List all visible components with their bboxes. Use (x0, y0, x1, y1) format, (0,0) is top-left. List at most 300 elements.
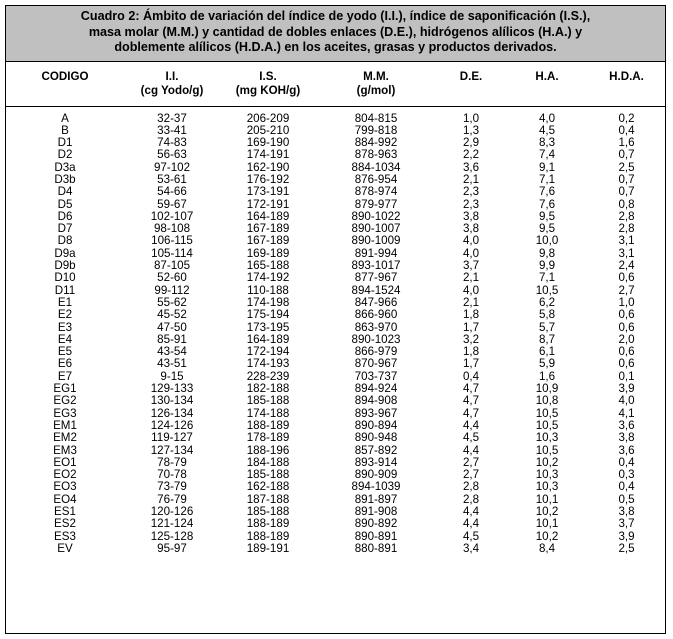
table-row (6, 272, 665, 284)
caption-line: doblemente alílicos (H.D.A.) en los aceites, grasas y productos derivados. (114, 40, 557, 54)
table-cell: 0,4 (618, 455, 635, 469)
table-cell: 857-892 (354, 443, 398, 457)
table-cell: 130-134 (150, 394, 194, 408)
table-cell: 3,8 (462, 222, 480, 236)
table-cell: 3,2 (462, 332, 480, 346)
table-cell: EO2 (53, 468, 77, 482)
table-cell: ES1 (54, 505, 76, 518)
table-cell: 703-737 (354, 369, 398, 383)
table-cell: 4,5 (462, 431, 480, 445)
table-cell: 0,4 (618, 480, 635, 494)
table-cell: 1,8 (462, 308, 480, 322)
table-cell: 9,8 (538, 246, 556, 260)
table-cell: E3 (57, 320, 73, 334)
table-cell: 878-974 (354, 185, 398, 199)
table-cell: 2,3 (462, 197, 480, 211)
table-cell: 47-50 (157, 320, 187, 334)
table-cell: 0,8 (618, 197, 635, 211)
table-cell: 87-105 (153, 259, 191, 273)
table-cell: EM1 (53, 418, 77, 432)
table-cell: 7,6 (538, 197, 556, 211)
table-row (6, 420, 665, 432)
table-cell: 10,1 (535, 492, 559, 506)
table-cell: 172-194 (246, 345, 290, 359)
table-cell: 878-963 (354, 148, 398, 162)
table-cell: 110-188 (247, 283, 289, 297)
table-cell: D11 (54, 283, 76, 297)
table-cell: 2,9 (462, 136, 480, 150)
table-cell: 3,6 (462, 160, 480, 174)
table-row (6, 346, 665, 358)
table-cell: 85-91 (157, 332, 187, 346)
table-cell: 891-994 (354, 246, 398, 260)
table-cell: 7,1 (538, 172, 556, 186)
table-cell: 0,1 (618, 369, 635, 383)
table-cell: EO4 (53, 492, 77, 506)
table-cell: D1 (57, 136, 73, 150)
table-cell: 8,4 (538, 541, 556, 555)
table-cell: 0,6 (618, 345, 635, 359)
table-cell: 1,8 (462, 345, 480, 359)
table-cell: 33-41 (157, 123, 187, 137)
table-cell: 2,0 (618, 332, 635, 346)
table-cell: 3,6 (618, 418, 635, 432)
table-cell: 1,7 (462, 357, 480, 371)
table-cell: 799-818 (354, 123, 398, 137)
table-cell: 0,5 (618, 492, 635, 506)
table-row (6, 494, 665, 506)
table-cell: 2,8 (462, 492, 480, 506)
table-cell: 4,7 (462, 406, 480, 420)
table-cell: 43-54 (157, 345, 187, 359)
table-row (6, 162, 665, 174)
table-cell: 10,5 (535, 283, 559, 297)
table-cell: 43-51 (157, 357, 187, 371)
table-cell: 3,6 (618, 443, 635, 457)
table-cell: 3,7 (618, 517, 635, 531)
table-cell: 4,1 (618, 406, 635, 420)
table-cell: 9,9 (538, 259, 556, 273)
table-cell: 2,7 (462, 468, 480, 482)
table-cell: 890-909 (354, 468, 398, 482)
data-table (6, 62, 665, 555)
table-cell: 124-126 (150, 418, 194, 432)
table-cell: 162-188 (246, 480, 290, 494)
table-cell: D8 (57, 234, 73, 248)
table-cell: 185-188 (246, 468, 290, 482)
table-cell: EG2 (53, 394, 77, 408)
table-cell: 10,2 (535, 505, 559, 518)
table-cell: 178-189 (246, 431, 290, 445)
table-cell: 0,4 (618, 123, 635, 137)
table-row (6, 445, 665, 457)
table-cell: 3,8 (618, 505, 635, 518)
table-cell: 165-188 (246, 259, 290, 273)
table-cell: 893-967 (354, 406, 398, 420)
table-row (6, 125, 665, 137)
table-cell: 74-83 (157, 136, 187, 150)
table-row (6, 531, 665, 543)
table-cell: D6 (57, 209, 73, 223)
table-cell: 880-891 (354, 541, 398, 555)
table-row (6, 199, 665, 211)
table-cell: 894-924 (354, 382, 398, 396)
table-cell: 56-63 (157, 148, 187, 162)
table-cell: 894-1039 (351, 480, 401, 494)
table-cell: EV (57, 541, 73, 555)
table-cell: 105-114 (151, 246, 193, 260)
table-cell: 188-189 (246, 517, 290, 531)
table-cell: 7,6 (538, 185, 556, 199)
table-cell: EM2 (53, 431, 77, 445)
table-cell: 0,3 (618, 468, 635, 482)
table-cell: 2,4 (618, 259, 635, 273)
table-cell: 2,1 (462, 172, 480, 186)
table-cell: 890-1009 (351, 234, 401, 248)
table-cell: A (61, 111, 69, 125)
table-cell: 893-914 (354, 455, 398, 469)
table-cell: E1 (57, 295, 73, 309)
table-cell: 120-126 (150, 505, 194, 518)
table-cell: 3,1 (618, 246, 635, 260)
table-row (6, 358, 665, 370)
table-cell: E2 (57, 308, 73, 322)
table-cell: 4,0 (462, 283, 480, 297)
table-cell: 188-189 (246, 529, 290, 543)
table-cell: 1,7 (462, 320, 480, 334)
table-cell: D7 (57, 222, 73, 236)
table-cell: 182-188 (246, 382, 290, 396)
table-cell: 10,3 (535, 431, 559, 445)
table-cell: 73-79 (157, 480, 187, 494)
table-cell: 0,6 (618, 357, 635, 371)
table-cell: 228-239 (246, 369, 290, 383)
table-cell: 176-192 (246, 172, 290, 186)
table-cell: 0,2 (618, 111, 635, 125)
table-row (6, 248, 665, 260)
table-cell: 164-189 (246, 332, 290, 346)
table-cell: 890-1022 (351, 209, 401, 223)
table-row (6, 174, 665, 186)
table-cell: 4,0 (462, 246, 480, 260)
table-cell: 119-127 (151, 431, 193, 445)
table-cell: 185-188 (246, 505, 290, 518)
table-cell: 7,1 (538, 271, 556, 285)
caption-line: Cuadro 2: Ámbito de variación del índice de yodo (I.I.), índice de saponificación (I.S.), (80, 9, 591, 23)
table-cell: 169-189 (246, 246, 290, 260)
table-cell: 894-908 (354, 394, 398, 408)
table-cell: 187-188 (246, 492, 290, 506)
table-cell: 10,2 (535, 455, 559, 469)
table-cell: 174-193 (246, 357, 290, 371)
table-cell: EM3 (53, 443, 77, 457)
table-cell: 890-1007 (351, 222, 401, 236)
table-cell: 876-954 (354, 172, 398, 186)
table-cell: 3,8 (462, 209, 480, 223)
table-cell: 184-188 (246, 455, 290, 469)
table-cell: 173-191 (246, 185, 290, 199)
table-cell: 206-209 (246, 111, 290, 125)
table-row (6, 322, 665, 334)
table-row (6, 309, 665, 321)
table-cell: 173-195 (246, 320, 290, 334)
table-cell: 10,5 (535, 418, 559, 432)
table-cell: 10,2 (535, 529, 559, 543)
table-cell: ES2 (54, 517, 76, 531)
column-header-ii: I.I. (cg Yodo/g) (140, 70, 204, 97)
table-cell: 9-15 (160, 369, 184, 383)
table-cell: 0,6 (618, 308, 635, 322)
table-cell: 76-79 (157, 492, 187, 506)
table-cell: 6,2 (538, 295, 556, 309)
table-cell: D5 (57, 197, 73, 211)
table-cell: 5,8 (538, 308, 556, 322)
table-cell: 188-189 (246, 418, 290, 432)
table-cell: 0,7 (618, 172, 635, 186)
table-cell: 3,9 (618, 382, 635, 396)
table-row (6, 432, 665, 444)
table-cell: 2,3 (462, 185, 480, 199)
table-cell: 866-979 (354, 345, 398, 359)
table-cell: 97-102 (153, 160, 191, 174)
table-cell: 4,0 (538, 111, 556, 125)
table-cell: 55-62 (157, 295, 187, 309)
table-cell: 847-966 (354, 295, 398, 309)
table-row (6, 235, 665, 247)
table-cell: E4 (57, 332, 73, 346)
table-cell: 70-78 (157, 468, 187, 482)
table-cell: 1,3 (462, 123, 480, 137)
table-caption (6, 6, 665, 62)
table-cell: 2,5 (618, 160, 635, 174)
table-cell: 9,1 (538, 160, 556, 174)
table-cell: D2 (57, 148, 73, 162)
table-cell: 890-948 (354, 431, 398, 445)
table-cell: 32-37 (157, 111, 187, 125)
table-cell: 8,7 (538, 332, 556, 346)
header-row (6, 62, 665, 106)
table-cell: 866-960 (354, 308, 398, 322)
table-row (6, 211, 665, 223)
table-row (6, 113, 665, 125)
table-cell: 106-115 (151, 234, 193, 248)
caption-line: masa molar (M.M.) y cantidad de dobles enlaces (D.E.), hidrógenos alílicos (H.A.) y (88, 24, 583, 39)
table-cell: 189-191 (246, 541, 290, 555)
table-cell: 9,5 (538, 209, 556, 223)
table-cell: 6,1 (538, 345, 556, 359)
table-cell: 121-124 (150, 517, 194, 531)
table-cell: 4,7 (462, 382, 480, 396)
table-cell: 7,4 (538, 148, 556, 162)
table-cell: 125-128 (150, 529, 194, 543)
table-frame (5, 5, 666, 634)
table-cell: 95-97 (157, 541, 187, 555)
table-cell: 4,5 (538, 123, 556, 137)
table-cell: 3,1 (618, 234, 635, 248)
table-row (6, 334, 665, 346)
table-row (6, 285, 665, 297)
table-cell: 2,7 (618, 283, 635, 297)
table-cell: 884-1034 (351, 160, 401, 174)
table-row (6, 186, 665, 198)
table-cell: 102-107 (150, 209, 194, 223)
table-cell: 2,7 (462, 455, 480, 469)
table-cell: 0,7 (618, 148, 635, 162)
table-row (6, 137, 665, 149)
table-cell: 45-52 (157, 308, 187, 322)
table-cell: 890-892 (354, 517, 398, 531)
table-cell: 188-196 (246, 443, 290, 457)
table-cell: 167-189 (246, 222, 290, 236)
table-row (6, 408, 665, 420)
table-row (6, 457, 665, 469)
table-cell: 1,0 (618, 295, 635, 309)
table-row (6, 260, 665, 272)
table-cell: 185-188 (246, 394, 290, 408)
column-header-codigo: CODIGO (41, 70, 89, 83)
table-cell: 98-108 (153, 222, 191, 236)
table-cell: 10,5 (535, 406, 559, 420)
table-cell: 1,0 (462, 111, 480, 125)
table-cell: ES3 (54, 529, 76, 543)
table-cell: EO1 (53, 455, 77, 469)
table-cell: 167-189 (246, 234, 290, 248)
table-cell: 78-79 (157, 455, 187, 469)
table-cell: 3,9 (618, 529, 635, 543)
table-row (6, 383, 665, 395)
table-cell: EG3 (53, 406, 77, 420)
table-cell: 863-970 (354, 320, 398, 334)
table-cell: 10,9 (535, 382, 559, 396)
table-cell: 10,0 (535, 234, 559, 248)
table-cell: 884-992 (354, 136, 398, 150)
table-cell: 10,3 (535, 468, 559, 482)
column-header-mm: M.M. (g/mol) (356, 70, 396, 97)
table-cell: 174-188 (246, 406, 290, 420)
table-cell: 9,5 (538, 222, 556, 236)
table-cell: 59-67 (157, 197, 187, 211)
table-cell: 0,4 (462, 369, 480, 383)
table-cell: 804-815 (354, 111, 398, 125)
table-cell: 3,4 (462, 541, 480, 555)
table-cell: 890-1023 (351, 332, 401, 346)
table-cell: 175-194 (246, 308, 290, 322)
table-cell: EO3 (53, 480, 77, 494)
table-cell: 1,6 (618, 136, 635, 150)
table-cell: 891-908 (354, 505, 398, 518)
table-cell: D4 (57, 185, 73, 199)
table-cell: 162-190 (246, 160, 290, 174)
table-cell: 893-1017 (351, 259, 401, 273)
table-cell: 99-112 (154, 283, 190, 297)
table-cell: 890-894 (354, 418, 398, 432)
table-cell: 52-60 (157, 271, 187, 285)
table-cell: 2,1 (462, 271, 480, 285)
table-cell: 10,8 (535, 394, 559, 408)
table-row (6, 223, 665, 235)
table-cell: D9b (54, 259, 76, 273)
table-cell: 127-134 (150, 443, 194, 457)
table-cell: 174-198 (246, 295, 290, 309)
table-cell: 879-977 (354, 197, 398, 211)
column-header-ha: H.A. (535, 70, 559, 83)
table-cell: 205-210 (246, 123, 290, 137)
table-body (6, 113, 665, 556)
table-row (6, 543, 665, 555)
table-cell: 53-61 (157, 172, 187, 186)
table-cell: 4,5 (462, 529, 480, 543)
table-cell: 2,8 (462, 480, 480, 494)
table-cell: 3,7 (462, 259, 480, 273)
table-cell: 10,1 (535, 517, 559, 531)
table-row (6, 481, 665, 493)
table-cell: 4,4 (462, 443, 480, 457)
table-cell: 877-967 (354, 271, 398, 285)
table-cell: 894-1524 (351, 283, 401, 297)
table-cell: 4,4 (462, 517, 480, 531)
table-cell: 2,8 (618, 222, 635, 236)
table-cell: D3a (54, 160, 76, 174)
table-cell: E6 (57, 357, 73, 371)
column-header-hda: H.D.A. (609, 70, 644, 83)
table-cell: 890-891 (354, 529, 398, 543)
table-cell: 10,3 (535, 480, 559, 494)
table-cell: 3,8 (618, 431, 635, 445)
table-cell: 54-66 (157, 185, 187, 199)
table-cell: 0,6 (618, 271, 635, 285)
table-cell: 870-967 (354, 357, 398, 371)
table-cell: E5 (57, 345, 73, 359)
table-cell: E7 (57, 369, 73, 383)
table-cell: D3b (54, 172, 76, 186)
table-cell: 174-191 (246, 148, 290, 162)
table-row (6, 395, 665, 407)
table-cell: 891-897 (354, 492, 398, 506)
table-cell: 4,4 (462, 418, 480, 432)
table-cell: 164-189 (246, 209, 290, 223)
table-cell: 174-192 (246, 271, 290, 285)
table-cell: 169-190 (246, 136, 290, 150)
table-row (6, 149, 665, 161)
table-cell: 10,5 (535, 443, 559, 457)
table-cell: 2,1 (462, 295, 480, 309)
table-row (6, 518, 665, 530)
table-cell: 1,6 (538, 369, 556, 383)
table-row (6, 506, 665, 518)
table-cell: D9a (54, 246, 76, 260)
table-cell: 8,3 (538, 136, 556, 150)
table-cell: 0,6 (618, 320, 635, 334)
table-cell: 129-133 (150, 382, 194, 396)
table-cell: 4,0 (462, 234, 480, 248)
table-row (6, 371, 665, 383)
table-cell: 0,7 (618, 185, 635, 199)
table-cell: EG1 (53, 382, 77, 396)
table-cell: 172-191 (246, 197, 290, 211)
column-header-is: I.S. (mg KOH/g) (235, 70, 301, 97)
table-cell: B (61, 123, 69, 137)
table-cell: 2,2 (462, 148, 480, 162)
table-cell: 4,0 (618, 394, 635, 408)
table-cell: 126-134 (150, 406, 194, 420)
table-row (6, 469, 665, 481)
table-cell: 5,9 (538, 357, 556, 371)
table-cell: D10 (54, 271, 76, 285)
table-cell: 2,5 (618, 541, 635, 555)
table-cell: 5,7 (538, 320, 556, 334)
table-cell: 4,7 (462, 394, 480, 408)
table-cell: 2,8 (618, 209, 635, 223)
